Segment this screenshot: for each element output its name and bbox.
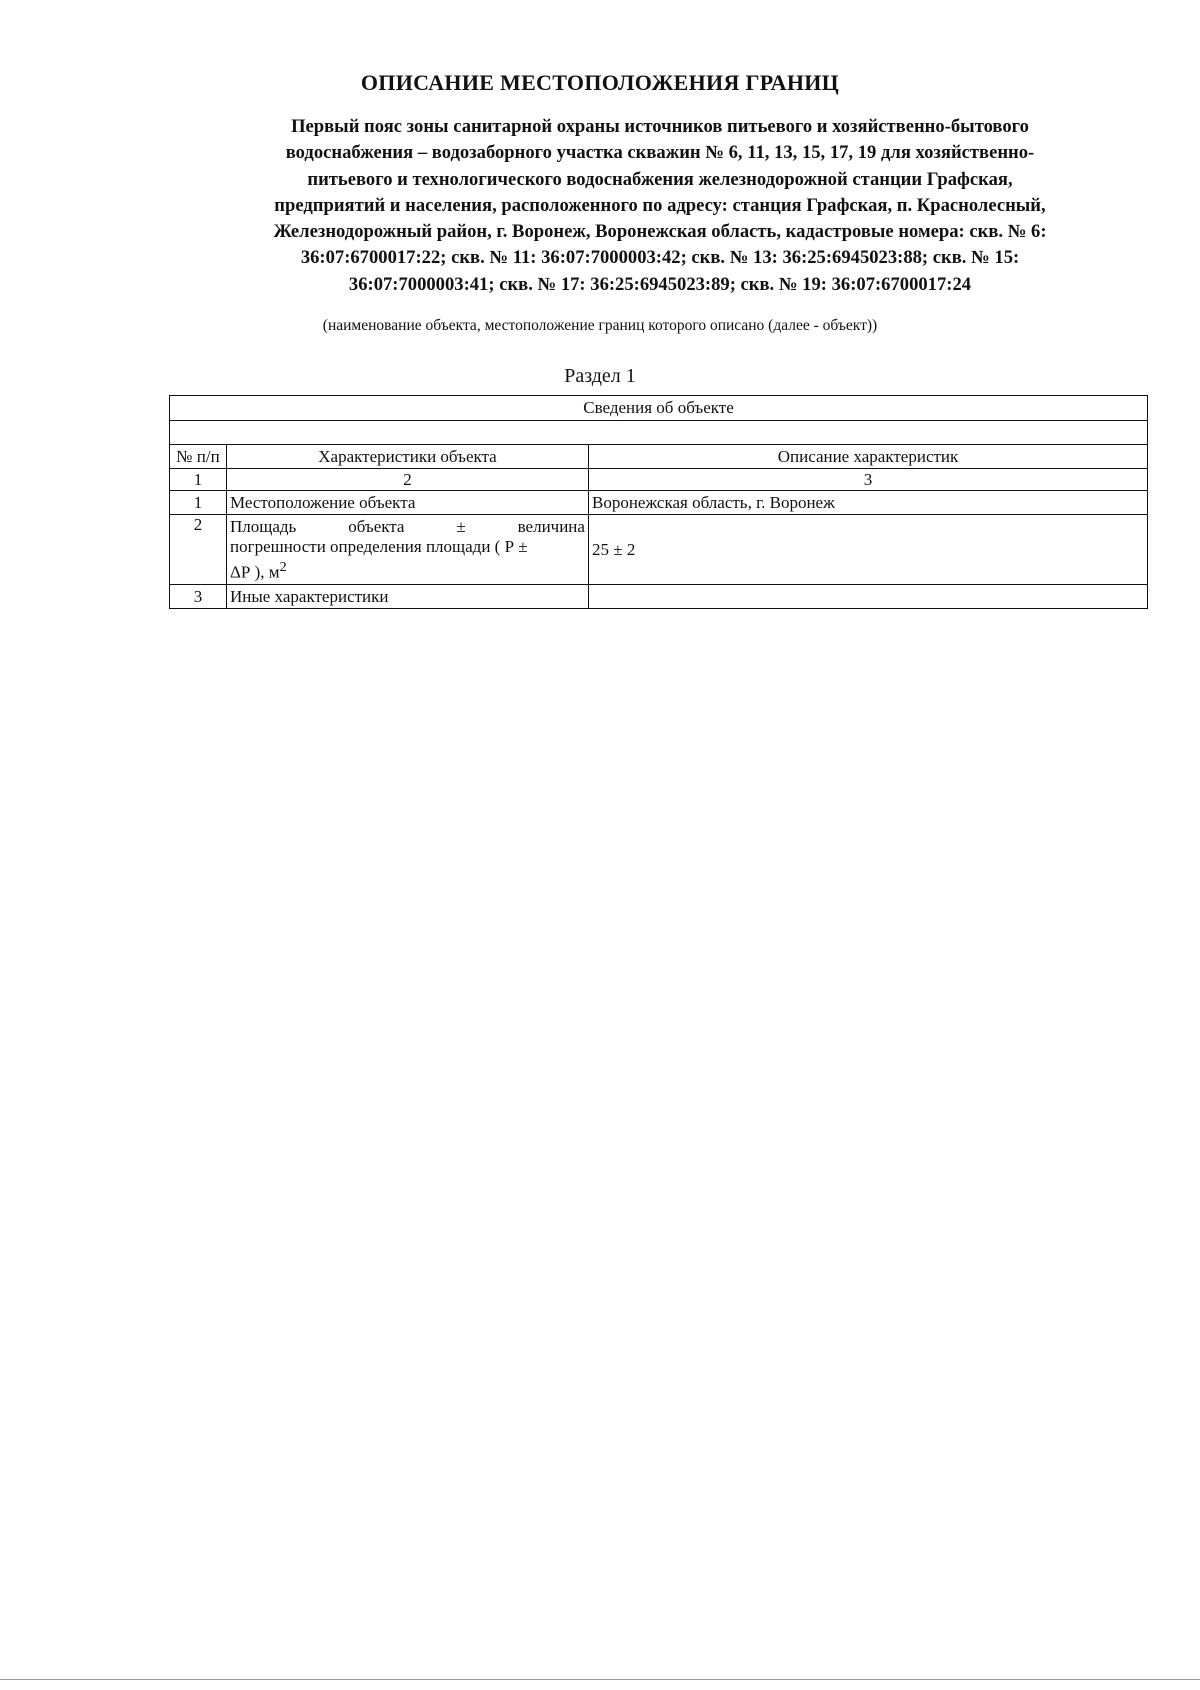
subtitle-line: предприятий и населения, расположенного по адресу: станция Графская, п. Краснолесный, xyxy=(274,194,1046,216)
column-header-characteristics: Характеристики объекта xyxy=(227,445,589,469)
column-number: 3 xyxy=(589,469,1148,491)
characteristic-line: погрешности определения площади ( Р ± xyxy=(230,536,528,556)
subtitle-line: питьевого и технологического водоснабжения железнодорожной станции Графская, xyxy=(307,168,1013,190)
object-description xyxy=(180,114,1140,298)
column-number: 1 xyxy=(170,469,227,491)
object-info-table xyxy=(169,395,1148,609)
characteristic-line xyxy=(230,557,585,583)
row-characteristic xyxy=(227,515,589,585)
characteristic-text: ΔР ), м xyxy=(230,562,280,582)
subtitle-line: водоснабжения – водозаборного участка скважин № 6, 11, 13, 15, 17, 19 для хозяйственно- xyxy=(285,142,1035,164)
row-characteristic: Иные характеристики xyxy=(227,585,589,609)
characteristic-line xyxy=(230,517,585,537)
row-number: 3 xyxy=(170,585,227,609)
column-header-description: Описание характеристик xyxy=(589,445,1148,469)
page-bottom-rule xyxy=(0,1679,1200,1680)
characteristic-word: величина xyxy=(517,516,585,536)
table-spacer-row xyxy=(170,421,1148,445)
column-number: 2 xyxy=(227,469,589,491)
table-heading: Сведения об объекте xyxy=(170,396,1148,421)
row-number: 1 xyxy=(170,491,227,515)
row-description: Воронежская область, г. Воронеж xyxy=(589,491,1148,515)
row-description: 25 ± 2 xyxy=(589,515,1148,585)
row-number: 2 xyxy=(170,515,227,585)
characteristic-word: объекта xyxy=(348,516,405,536)
unit-superscript: 2 xyxy=(279,558,287,575)
table-row xyxy=(170,585,1148,609)
document-title: ОПИСАНИЕ МЕСТОПОЛОЖЕНИЯ ГРАНИЦ xyxy=(360,70,840,95)
table-row xyxy=(170,491,1148,515)
characteristic-word: ± xyxy=(456,516,466,536)
subtitle-line: Железнодорожный район, г. Воронеж, Воронежская область, кадастровые номера: скв. № 6: xyxy=(273,221,1047,243)
row-description xyxy=(589,585,1148,609)
subtitle-line: 36:07:7000003:41; скв. № 17: 36:25:6945023:89; скв. № 19: 36:07:6700017:24 xyxy=(348,273,972,295)
characteristic-word: Площадь xyxy=(230,516,297,536)
subtitle-line: Первый пояс зоны санитарной охраны источников питьевого и хозяйственно-бытового xyxy=(291,116,1029,137)
object-caption: (наименование объекта, местоположение границ которого описано (далее - объект)) xyxy=(322,317,878,334)
section-label: Раздел 1 xyxy=(564,365,636,387)
table-row xyxy=(170,515,1148,585)
table-header-row xyxy=(170,445,1148,469)
column-header-num: № п/п xyxy=(170,445,227,469)
column-numbers-row xyxy=(170,469,1148,491)
row-characteristic: Местоположение объекта xyxy=(227,491,589,515)
subtitle-line: 36:07:6700017:22; скв. № 11: 36:07:7000003:42; скв. № 13: 36:25:6945023:88; скв. № 15: xyxy=(300,247,1020,269)
